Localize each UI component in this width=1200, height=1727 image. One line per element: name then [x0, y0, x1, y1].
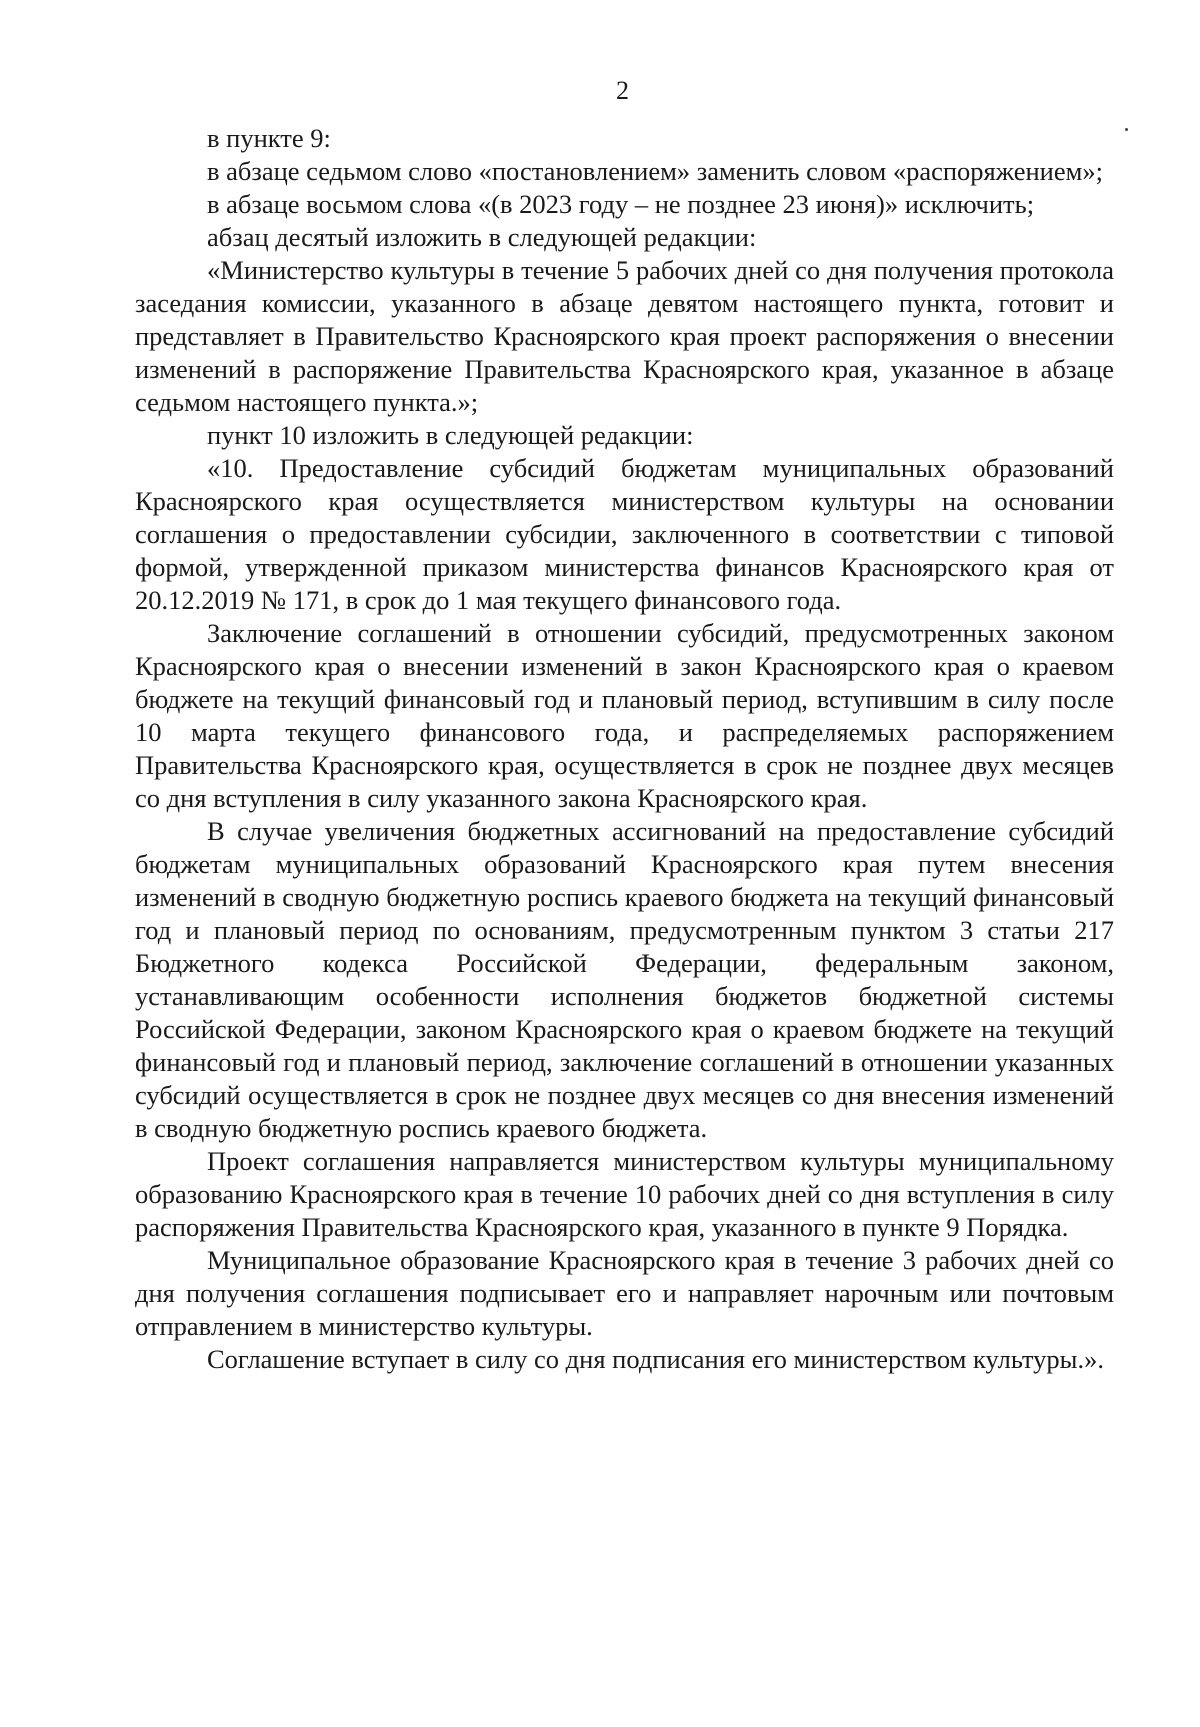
paragraph-4: абзац десятый изложить в следующей редакции: — [207, 222, 757, 252]
paragraph-8: Заключение соглашений в отношении субсидий, предусмотренных законом Красноярского края о внесении изменений в закон Красноярского края о краевом бюджете на текущий финансовый год и плановый период, вступившим в силу после 10 марта текущего финансового года, и распределяемых распоряжением Правительства Красноярского края, осуществляется в срок не позднее двух месяцев со дня вступления в силу указанного закона Красноярского края. — [135, 618, 1114, 813]
paragraph-5: «Министерство культуры в течение 5 рабочих дней со дня получения протокола заседания комиссии, указанного в абзаце девятом настоящего пункта, готовит и представляет в Правительство Красноярского края проект распоряжения о внесении изменений в распоряжение Правительства Красноярского края, указанное в абзаце седьмом настоящего пункта.»; — [135, 255, 1114, 417]
scan-speck — [1125, 128, 1128, 131]
paragraph-9: В случае увеличения бюджетных ассигнований на предоставление субсидий бюджетам муниципальных образований Красноярского края путем внесения изменений в сводную бюджетную роспись краевого бюджета на текущий финансовый год и плановый период по основаниям, предусмотренным пунктом 3 статьи 217 Бюджетного кодекса Российской Федерации, федеральным законом, устанавливающим особенности исполнения бюджетов бюджетной системы Российской Федерации, законом Красноярского края о краевом бюджете на текущий финансовый год и плановый период, заключение соглашений в отношении указанных субсидий осуществляется в срок не позднее двух месяцев со дня внесения изменений в сводную бюджетную роспись краевого бюджета. — [135, 816, 1114, 1143]
page-number: 2 — [616, 76, 629, 105]
paragraph-11: Муниципальное образование Красноярского края в течение 3 рабочих дней со дня получения соглашения подписывает его и направляет нарочным или почтовым отправлением в министерство культуры. — [135, 1245, 1114, 1341]
paragraph-6: пункт 10 изложить в следующей редакции: — [207, 420, 694, 450]
document-body — [135, 122, 1114, 1376]
paragraph-2: в абзаце седьмом слово «постановлением» заменить словом «распоряжением»; — [207, 156, 1103, 186]
paragraph-10: Проект соглашения направляется министерством культуры муниципальному образованию Красноярского края в течение 10 рабочих дней со дня вступления в силу распоряжения Правительства Красноярского края, указанного в пункте 9 Порядка. — [135, 1146, 1114, 1242]
paragraph-7: «10. Предоставление субсидий бюджетам муниципальных образований Красноярского края осуществляется министерством культуры на основании соглашения о предоставлении субсидии, заключенного в соответствии с типовой формой, утвержденной приказом министерства финансов Красноярского края от 20.12.2019 № 171, в срок до 1 мая текущего финансового года. — [135, 453, 1114, 615]
paragraph-12: Соглашение вступает в силу со дня подписания его министерством культуры.». — [207, 1344, 1104, 1374]
paragraph-3: в абзаце восьмом слова «(в 2023 году – не позднее 23 июня)» исключить; — [207, 189, 1035, 219]
paragraph-1: в пункте 9: — [207, 123, 331, 153]
